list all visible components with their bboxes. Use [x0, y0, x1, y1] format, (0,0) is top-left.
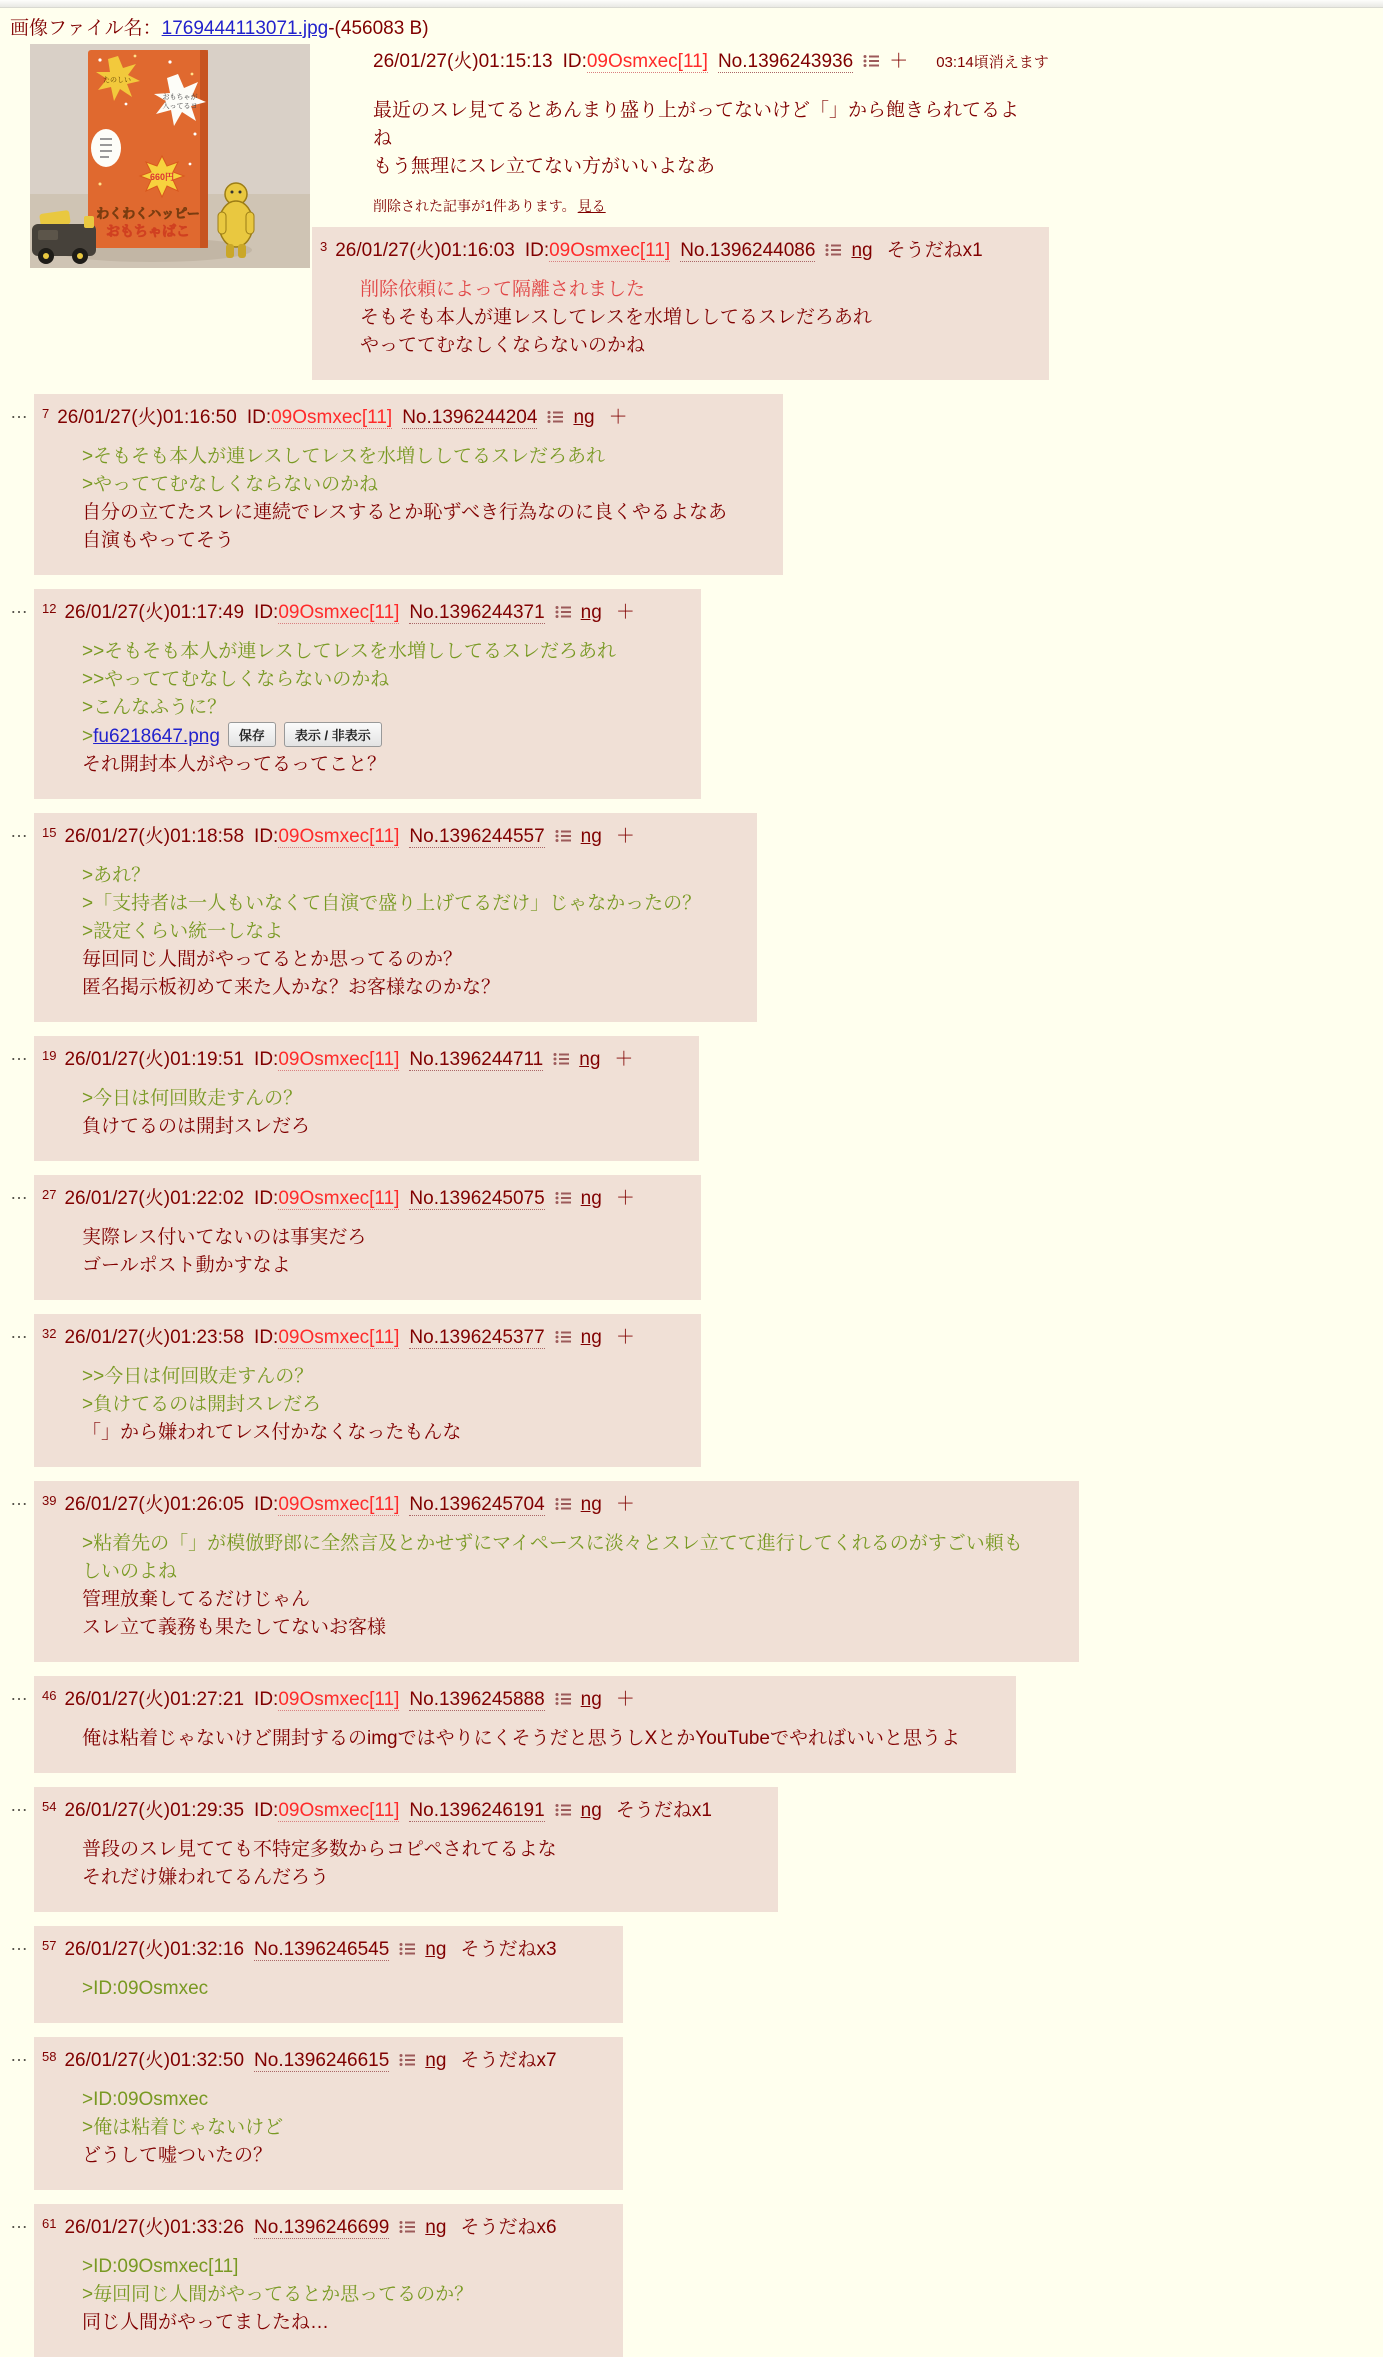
ng-button[interactable]: ng — [580, 602, 602, 623]
reply-body — [82, 443, 727, 555]
reply-number: 19 — [42, 1048, 57, 1063]
reply-row — [10, 2204, 1383, 2357]
reply-line: 管理放棄してるだけじゃん — [82, 1589, 311, 1610]
reply-row — [10, 1926, 1383, 2023]
poster-id[interactable] — [254, 1800, 399, 1821]
reply-header — [42, 1324, 645, 1353]
quote-line: しいのよね — [82, 1561, 178, 1582]
menu-icon[interactable] — [555, 824, 571, 852]
sodane-count[interactable]: そうだねx1 — [615, 1800, 712, 1821]
ng-button[interactable]: ng — [579, 1049, 601, 1070]
sodane-plus-button[interactable]: ＋ — [614, 1049, 634, 1070]
poster-id-value[interactable]: 09Osmxec[11] — [278, 602, 400, 623]
quote-line: >毎回同じ人間がやってるとか思ってるのか？ — [82, 2284, 474, 2305]
quote-line: >ID:09Osmxec — [82, 1978, 209, 1999]
dots-menu[interactable]: … — [10, 597, 28, 617]
svg-text:わくわくハッピー: わくわくハッピー — [96, 206, 200, 221]
dots-menu[interactable]: … — [10, 1044, 28, 1064]
reply-box — [34, 589, 701, 799]
dots-menu[interactable]: … — [10, 2212, 28, 2232]
file-line — [82, 722, 645, 751]
reply-number: 57 — [42, 1938, 57, 1953]
reply-body — [82, 2253, 567, 2337]
reply-date: 26/01/27(火)01:29:35 — [64, 1800, 245, 1821]
op-post — [373, 48, 1383, 215]
ng-button[interactable]: ng — [425, 2050, 447, 2071]
poster-id-label: ID: — [254, 1327, 279, 1348]
reply-line: それだけ嫌われてるんだろう — [82, 1867, 330, 1888]
menu-icon[interactable] — [825, 238, 841, 266]
reply-row — [10, 1676, 1383, 1773]
poster-id-value[interactable]: 09Osmxec[11] — [278, 1494, 400, 1515]
sodane-plus-button[interactable]: ＋ — [615, 602, 635, 623]
reply-line: 毎回同じ人間がやってるとか思ってるのか？ — [82, 949, 463, 970]
svg-text:入ってるヨ: 入ってるヨ — [162, 103, 198, 110]
reply-box — [34, 1036, 699, 1161]
reply-header — [42, 2047, 567, 2076]
file-link[interactable]: fu6218647.png — [93, 726, 220, 747]
reply-header — [42, 599, 645, 628]
reply-body — [82, 862, 701, 1002]
op-date: 26/01/27(火)01:15:13 — [373, 51, 553, 72]
sodane-count[interactable]: そうだねx3 — [460, 1939, 557, 1960]
reply-number: 46 — [42, 1688, 57, 1703]
op-text-line: 最近のスレ見てるとあんまり盛り上がってないけど「」から飽きられてるよ — [373, 100, 1020, 121]
reply-box — [34, 1787, 778, 1912]
post-number[interactable]: No.1396244086 — [680, 240, 816, 261]
file-info-line — [10, 16, 1383, 42]
poster-id-label: ID: — [254, 826, 279, 847]
reply-list — [0, 227, 1383, 2357]
reply-date: 26/01/27(火)01:23:58 — [64, 1327, 245, 1348]
reply-date: 26/01/27(火)01:32:50 — [64, 2050, 245, 2071]
reply-row — [10, 813, 1383, 1022]
reply-header — [42, 1797, 722, 1826]
reply-body — [82, 1363, 645, 1447]
menu-icon[interactable] — [555, 600, 571, 628]
reply-line: 自演もやってそう — [82, 530, 235, 551]
post-number[interactable]: No.1396245704 — [409, 1494, 545, 1515]
file-link[interactable]: 1769444113071.jpg — [161, 18, 329, 39]
reply-line: ゴールポスト動かすなよ — [82, 1255, 291, 1276]
reply-line: 「」から嫌われてレス付かなくなったもんな — [82, 1422, 462, 1443]
menu-icon[interactable] — [555, 1798, 571, 1826]
reply-line: どうして嘘ついたの？ — [82, 2145, 273, 2166]
reply-header — [42, 1686, 960, 1715]
ng-button[interactable]: ng — [580, 1327, 602, 1348]
reply-header — [42, 2214, 567, 2243]
reply-date: 26/01/27(火)01:18:58 — [64, 826, 245, 847]
post-number[interactable]: No.1396244711 — [409, 1049, 544, 1070]
sodane-count[interactable]: そうだねx7 — [460, 2050, 557, 2071]
poster-id-label: ID: — [254, 1800, 279, 1821]
poster-id-value[interactable]: 09Osmxec[11] — [278, 1800, 400, 1821]
reply-line: 同じ人間がやってましたね… — [82, 2312, 330, 2333]
reply-number: 61 — [42, 2216, 57, 2231]
poster-id-value[interactable]: 09Osmxec[11] — [278, 826, 400, 847]
reply-box — [34, 1175, 701, 1300]
reply-box — [34, 1676, 1016, 1773]
reply-line: 自分の立てたスレに連続でレスするとか恥ずべき行為なのに良くやるよなあ — [82, 502, 728, 523]
ng-button[interactable]: ng — [573, 407, 595, 428]
quote-line: >そもそも本人が連レスしてレスを水増ししてるスレだろあれ — [82, 446, 605, 467]
reply-line: 負けてるのは開封スレだろ — [82, 1116, 311, 1137]
reply-box — [312, 227, 1049, 380]
op-text-line: ね — [373, 128, 393, 149]
deleted-show-link[interactable]: 見る — [577, 198, 606, 214]
reply-header — [42, 1936, 567, 1965]
dots-menu[interactable]: … — [10, 1489, 28, 1509]
dots-menu[interactable]: … — [10, 821, 28, 841]
reply-line: それ開封本人がやってるってこと？ — [82, 754, 387, 775]
menu-icon[interactable] — [555, 1492, 571, 1520]
poster-id-label: ID: — [254, 602, 279, 623]
ng-button[interactable]: ng — [580, 1800, 602, 1821]
menu-icon[interactable] — [547, 405, 563, 433]
poster-id[interactable] — [254, 1049, 399, 1070]
reply-number: 15 — [42, 825, 57, 840]
quote-line: >今日は何回敗走すんの？ — [82, 1088, 303, 1109]
quote-line: >>やっててむなしくならないのかね — [82, 669, 390, 690]
reply-number: 7 — [42, 406, 50, 421]
menu-icon[interactable] — [553, 1047, 569, 1075]
reply-date: 26/01/27(火)01:32:16 — [64, 1939, 245, 1960]
ng-button[interactable]: ng — [580, 1689, 602, 1710]
reply-row — [288, 227, 1383, 380]
post-number[interactable]: No.1396245377 — [409, 1327, 545, 1348]
menu-icon[interactable] — [863, 49, 879, 77]
poster-id-value[interactable]: 09Osmxec[11] — [278, 1689, 400, 1710]
reply-body — [82, 1725, 960, 1753]
post-number[interactable]: No.1396246615 — [254, 2050, 390, 2071]
ng-button[interactable]: ng — [580, 826, 602, 847]
reply-box — [34, 1481, 1079, 1662]
reply-box — [34, 394, 783, 575]
reply-number: 54 — [42, 1799, 57, 1814]
reply-body — [82, 1085, 643, 1141]
reply-header — [320, 237, 993, 266]
reply-line: やっててむなしくならないのかね — [360, 335, 646, 356]
file-label: 画像ファイル名： — [10, 18, 162, 39]
poster-id[interactable] — [254, 1327, 399, 1348]
save-button[interactable]: 保存 — [228, 722, 276, 747]
dots-menu[interactable]: … — [10, 1183, 28, 1203]
reply-row — [10, 1036, 1383, 1161]
reply-body — [82, 2086, 567, 2170]
poster-id[interactable] — [254, 602, 399, 623]
ng-button[interactable]: ng — [851, 240, 873, 261]
sodane-plus-button[interactable]: ＋ — [615, 1494, 635, 1515]
quote-line: >ID:09Osmxec — [82, 2089, 209, 2110]
reply-date: 26/01/27(火)01:27:21 — [64, 1689, 245, 1710]
svg-text:おもちゃが: おもちゃが — [162, 94, 198, 101]
poster-id[interactable]: ID:09Osmxec[11] — [562, 51, 708, 72]
post-number[interactable]: No.1396243936 — [717, 51, 854, 72]
reply-date: 26/01/27(火)01:16:03 — [335, 240, 515, 261]
post-number[interactable]: No.1396245888 — [409, 1689, 545, 1710]
ng-button[interactable]: ng — [580, 1188, 602, 1209]
expire-time: 03:14頃消えます — [936, 54, 1049, 71]
quote-line: >「支持者は一人もいなくて自演で盛り上げてるだけ」じゃなかったの？ — [82, 893, 702, 914]
reply-date: 26/01/27(火)01:26:05 — [64, 1494, 245, 1515]
dots-menu[interactable]: … — [10, 1684, 28, 1704]
reply-header — [42, 1491, 1023, 1520]
dots-menu[interactable]: … — [10, 2045, 28, 2065]
sodane-plus-button[interactable]: ＋ — [615, 826, 635, 847]
dots-menu[interactable]: … — [10, 1795, 28, 1815]
poster-id[interactable] — [254, 1689, 399, 1710]
sodane-plus-button[interactable]: ＋ — [889, 51, 909, 72]
reply-header — [42, 404, 727, 433]
poster-id-label: ID: — [246, 407, 272, 428]
reply-body — [82, 638, 645, 779]
reply-number: 39 — [42, 1493, 57, 1508]
post-number[interactable]: No.1396246191 — [409, 1800, 545, 1821]
quote-line: >ID:09Osmxec[11] — [82, 2256, 239, 2277]
sodane-count[interactable]: そうだねx1 — [886, 240, 983, 261]
sodane-plus-button[interactable]: ＋ — [608, 407, 628, 428]
reply-box — [34, 1314, 701, 1467]
post-number[interactable]: No.1396245075 — [409, 1188, 545, 1209]
reply-number: 12 — [42, 601, 57, 616]
reply-date: 26/01/27(火)01:33:26 — [64, 2217, 245, 2238]
reply-header — [42, 823, 701, 852]
reply-date: 26/01/27(火)01:17:49 — [64, 602, 245, 623]
reply-line: 普段のスレ見てても不特定多数からコピペされてるよな — [82, 1839, 557, 1860]
reply-row — [10, 589, 1383, 799]
reply-line: そもそも本人が連レスしてレスを水増ししてるスレだろあれ — [360, 307, 872, 328]
dots-menu[interactable]: … — [10, 1322, 28, 1342]
poster-id[interactable] — [247, 407, 392, 428]
reply-number: 3 — [320, 239, 328, 254]
reply-header — [42, 1185, 645, 1214]
sodane-plus-button[interactable]: ＋ — [615, 1689, 635, 1710]
poster-id-label: ID: — [254, 1188, 279, 1209]
op-header — [373, 48, 1383, 77]
quote-line: >こんなふうに？ — [82, 697, 227, 718]
post-number[interactable]: No.1396246699 — [254, 2217, 390, 2238]
dots-menu[interactable]: … — [10, 402, 28, 422]
sodane-plus-button[interactable]: ＋ — [615, 1327, 635, 1348]
reply-body — [82, 1975, 567, 2003]
quote-line: >設定くらい統一しなよ — [82, 921, 284, 942]
reply-line: 実際レス付いてないのは事実だろ — [82, 1227, 367, 1248]
ng-button[interactable]: ng — [580, 1494, 602, 1515]
file-size: -(456083 B) — [328, 18, 429, 39]
sodane-plus-button[interactable]: ＋ — [615, 1188, 635, 1209]
poster-id-label: ID: — [524, 240, 550, 261]
quote-mark: > — [82, 726, 94, 747]
reply-body — [82, 1836, 722, 1892]
reply-number: 27 — [42, 1187, 57, 1202]
reply-header — [42, 1046, 643, 1075]
top-strip — [0, 0, 1383, 8]
reply-box — [34, 2204, 623, 2357]
poster-id-value[interactable]: 09Osmxec[11] — [271, 407, 393, 428]
reply-row — [10, 1175, 1383, 1300]
quote-line: >粘着先の「」が模倣野郎に全然言及とかせずにマイペースに淡々とスレ立てて進行してくれるのがすごい頼も — [82, 1533, 1023, 1554]
reply-box — [34, 2037, 623, 2190]
dots-menu[interactable]: … — [10, 1934, 28, 1954]
op-body — [373, 97, 1383, 181]
menu-icon[interactable] — [555, 1687, 571, 1715]
svg-text:660円: 660円 — [149, 172, 175, 182]
toggle-visibility-button[interactable]: 表示 / 非表示 — [284, 722, 382, 747]
post-number[interactable]: No.1396246545 — [254, 1939, 390, 1960]
ng-button[interactable]: ng — [425, 2217, 447, 2238]
poster-id-value[interactable]: 09Osmxec[11] — [278, 1188, 400, 1209]
poster-id-value[interactable]: 09Osmxec[11] — [549, 240, 671, 261]
ng-button[interactable]: ng — [425, 1939, 447, 1960]
quote-line: >俺は粘着じゃないけど — [82, 2117, 284, 2138]
thread-thumbnail[interactable] — [30, 44, 310, 268]
svg-text:たのしい: たのしい — [103, 77, 131, 84]
warning-line: 削除依頼によって隔離されました — [360, 279, 646, 300]
toy-vehicle — [32, 210, 96, 264]
reply-box — [34, 1926, 623, 2023]
reply-row — [10, 2037, 1383, 2190]
reply-date: 26/01/27(火)01:16:50 — [57, 407, 237, 428]
op-text-line: もう無理にスレ立てない方がいいよなあ — [373, 156, 716, 177]
reply-date: 26/01/27(火)01:19:51 — [64, 1049, 245, 1070]
deleted-notice: 削除された記事が1件あります。 見る — [373, 198, 606, 214]
svg-text:おもちゃばこ: おもちゃばこ — [106, 223, 190, 239]
menu-icon[interactable] — [399, 1937, 415, 1965]
poster-id[interactable] — [254, 1494, 399, 1515]
menu-icon[interactable] — [555, 1186, 571, 1214]
reply-number: 58 — [42, 2049, 57, 2064]
post-number[interactable]: No.1396244371 — [409, 602, 545, 623]
poster-id-value[interactable]: 09Osmxec[11] — [278, 1049, 400, 1070]
reply-row — [10, 1787, 1383, 1912]
reply-line: スレ立て義務も果たしてないお客様 — [82, 1617, 387, 1638]
poster-id[interactable] — [525, 240, 670, 261]
reply-body — [82, 1224, 645, 1280]
poster-id[interactable] — [254, 1188, 399, 1209]
reply-line: 匿名掲示板初めて来た人かな？お客様なのかな？ — [82, 977, 501, 998]
poster-id-label: ID: — [254, 1689, 279, 1710]
quote-line: >>今日は何回敗走すんの？ — [82, 1366, 314, 1387]
poster-id-label: ID: — [254, 1049, 279, 1070]
poster-id[interactable] — [254, 826, 399, 847]
reply-date: 26/01/27(火)01:22:02 — [64, 1188, 245, 1209]
reply-row — [10, 1481, 1383, 1662]
menu-icon[interactable] — [399, 2048, 415, 2076]
reply-box — [34, 813, 757, 1022]
poster-id-label: ID: — [254, 1494, 279, 1515]
quote-line: >あれ？ — [82, 865, 151, 886]
quote-line: >やっててむなしくならないのかね — [82, 474, 379, 495]
sodane-count[interactable]: そうだねx6 — [460, 2217, 557, 2238]
reply-row — [10, 394, 1383, 575]
reply-number: 32 — [42, 1326, 57, 1341]
quote-line: >>そもそも本人が連レスしてレスを水増ししてるスレだろあれ — [82, 641, 617, 662]
reply-row — [10, 1314, 1383, 1467]
reply-body — [82, 1530, 1023, 1642]
poster-id-value[interactable]: 09Osmxec[11] — [278, 1327, 400, 1348]
reply-body — [360, 276, 993, 360]
reply-line: 俺は粘着じゃないけど開封するのimgではやりにくそうだと思うしXとかYouTubeでやればいいと思うよ — [82, 1728, 960, 1749]
menu-icon[interactable] — [555, 1325, 571, 1353]
quote-line: >負けてるのは開封スレだろ — [82, 1394, 322, 1415]
post-number[interactable]: No.1396244557 — [409, 826, 545, 847]
post-number[interactable]: No.1396244204 — [402, 407, 538, 428]
toy-box — [88, 50, 208, 248]
menu-icon[interactable] — [399, 2215, 415, 2243]
